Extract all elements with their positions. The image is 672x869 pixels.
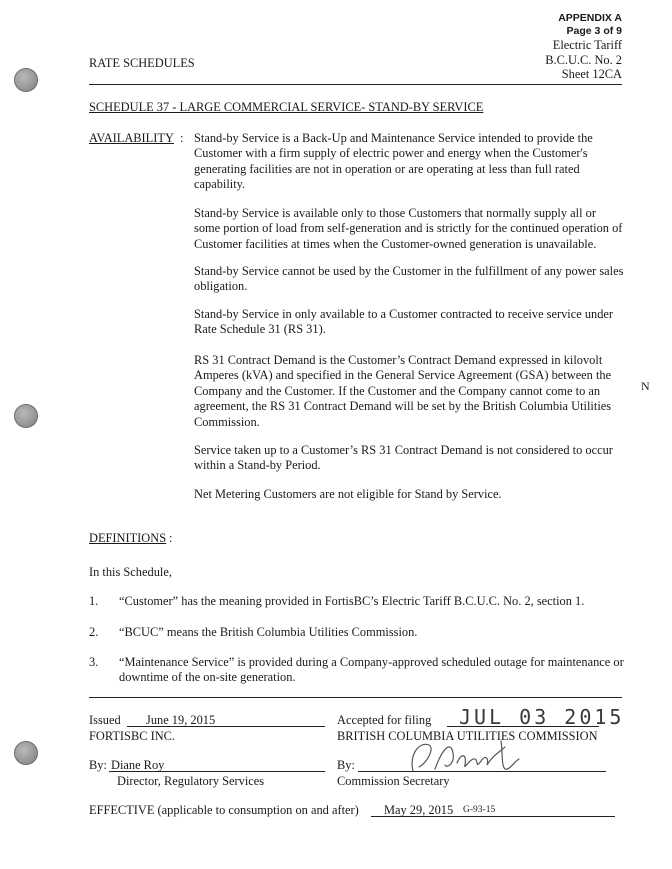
footer-divider: [89, 697, 622, 698]
availability-paragraph-1: Stand-by Service is a Back-Up and Maintenance Service intended to provide the Customer with a firm supply of electric power and energy when the Customer's generating facilities are not in operation or are operating at less than full rated capability.: [194, 131, 593, 192]
header-divider: [89, 84, 622, 85]
bcuc-number: B.C.U.C. No. 2: [545, 52, 622, 67]
issued-by-name: Diane Roy: [111, 758, 165, 772]
availability-paragraph-2: Stand-by Service is available only to those Customers that normally supply all or some portion of load from self-generation and is strictly for the continued operation of Customer facilities at times when the Customer-owned generation is unavailable.: [194, 206, 623, 251]
availability-heading: AVAILABILITY: [89, 131, 174, 145]
appendix-label: APPENDIX A: [558, 12, 622, 24]
binder-hole-top: [14, 68, 38, 92]
new-text-margin-mark: N: [641, 379, 650, 393]
page-number: Page 3 of 9: [566, 25, 622, 37]
definition-number: 3.: [89, 655, 99, 669]
availability-paragraph-6: Service taken up to a Customer’s RS 31 Contract Demand is not considered to occur within a Stand-by Period.: [194, 443, 613, 473]
issued-by-title: Director, Regulatory Services: [117, 774, 265, 788]
effective-label: EFFECTIVE (applicable to consumption on and after): [89, 803, 359, 817]
availability-colon: :: [180, 131, 184, 145]
definitions-heading: DEFINITIONS: [89, 531, 167, 545]
schedule-title: SCHEDULE 37 - LARGE COMMERCIAL SERVICE- STAND-BY SERVICE: [89, 100, 484, 114]
binder-hole-bottom: [14, 741, 38, 765]
availability-paragraph-7: Net Metering Customers are not eligible for Stand by Service.: [194, 487, 502, 501]
commission-secretary-title: Commission Secretary: [337, 774, 450, 788]
commission-name: BRITISH COLUMBIA UTILITIES COMMISSION: [337, 729, 598, 743]
commission-by-label: By:: [337, 758, 355, 772]
definition-number: 1.: [89, 594, 99, 608]
availability-paragraph-3: Stand-by Service cannot be used by the Customer in the fulfillment of any power sales obligation.: [194, 264, 624, 294]
issued-by-label: By:: [89, 758, 107, 772]
company-name: FORTISBC INC.: [89, 729, 176, 743]
binder-hole-middle: [14, 404, 38, 428]
handwritten-signature: [405, 735, 525, 781]
availability-paragraph-5: RS 31 Contract Demand is the Customer’s Contract Demand expressed in kilovolt Amperes (kVA) and specified in the General Service Agreement (GSA) between the Company and the Customer. If the Customer and the Company cannot come to an agreement, the RS 31 Contract Demand will be set by the British Columbia Utilities Commission.: [194, 353, 612, 429]
order-number: G-93-15: [463, 805, 496, 815]
rate-schedules-title: RATE SCHEDULES: [89, 56, 195, 70]
definitions-colon: :: [169, 531, 173, 545]
effective-date: May 29, 2015: [384, 803, 454, 817]
page-header-right: [545, 12, 622, 82]
definitions-intro: In this Schedule,: [89, 565, 172, 579]
definition-text: “Maintenance Service” is provided during a Company-approved scheduled outage for maintenance or downtime of the on-site generation.: [119, 655, 624, 685]
issued-date: June 19, 2015: [146, 713, 216, 727]
availability-paragraph-4: Stand-by Service in only available to a Customer contracted to receive service under Rate Schedule 31 (RS 31).: [194, 307, 614, 337]
issued-label: Issued: [89, 713, 121, 727]
accepted-label: Accepted for filing: [337, 713, 432, 727]
tariff-label: Electric Tariff: [552, 38, 622, 52]
definition-text: “Customer” has the meaning provided in FortisBC’s Electric Tariff B.C.U.C. No. 2, section 1.: [119, 594, 585, 608]
sheet-number: Sheet 12CA: [561, 67, 622, 81]
definition-text: “BCUC” means the British Columbia Utilities Commission.: [119, 625, 418, 639]
accepted-date-stamp: JUL 03 2015: [459, 705, 625, 729]
definition-number: 2.: [89, 625, 99, 639]
